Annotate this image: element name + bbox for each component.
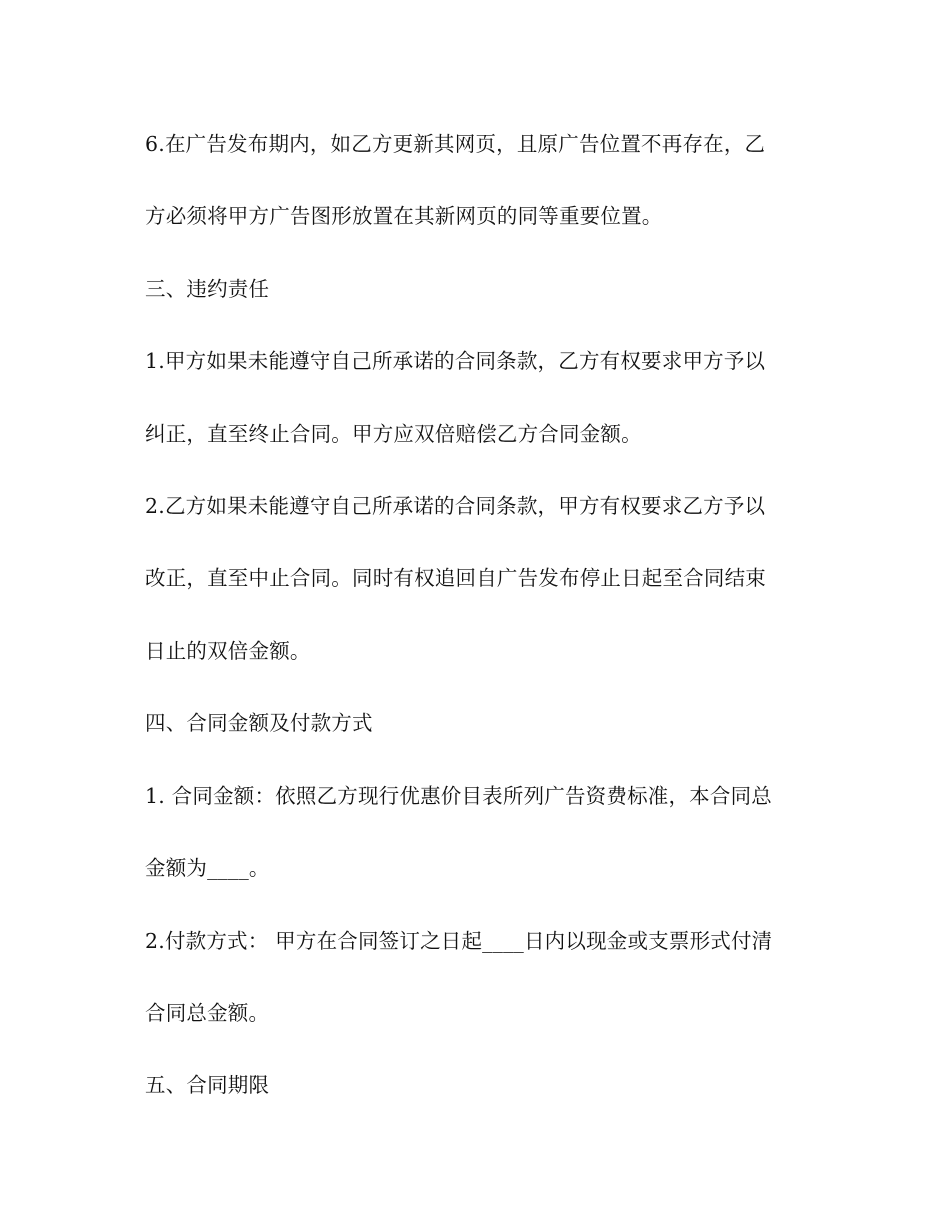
- payment-clause-line-2: 合同总金额。: [145, 1001, 270, 1025]
- clause-6-line-2: 方必须将甲方广告图形放置在其新网页的同等重要位置。: [145, 204, 663, 228]
- breach-clause-1-line-2: 纠正，直至终止合同。甲方应双倍赔偿乙方合同金额。: [145, 422, 642, 446]
- breach-clause-1-line-1: 1.甲方如果未能遵守自己所承诺的合同条款，乙方有权要求甲方予以: [145, 349, 766, 373]
- breach-clause-2-line-2: 改正，直至中止合同。同时有权追回自广告发布停止日起至合同结束: [145, 566, 766, 590]
- amount-clause-line-1: 1. 合同金额：依照乙方现行优惠价目表所列广告资费标准，本合同总: [145, 784, 772, 808]
- section-heading-amount-payment: 四、合同金额及付款方式: [145, 711, 373, 735]
- clause-6-line-1: 6.在广告发布期内，如乙方更新其网页，且原广告位置不再存在，乙: [145, 132, 766, 156]
- section-heading-contract-term: 五、合同期限: [145, 1073, 270, 1097]
- breach-clause-2-line-1: 2.乙方如果未能遵守自己所承诺的合同条款，甲方有权要求乙方予以: [145, 494, 766, 518]
- amount-clause-line-2: 金额为____。: [145, 856, 270, 880]
- payment-clause-line-1: 2.付款方式： 甲方在合同签订之日起____日内以现金或支票形式付清: [145, 929, 773, 953]
- section-heading-breach-liability: 三、违约责任: [145, 277, 270, 301]
- breach-clause-2-line-3: 日止的双倍金额。: [145, 639, 311, 663]
